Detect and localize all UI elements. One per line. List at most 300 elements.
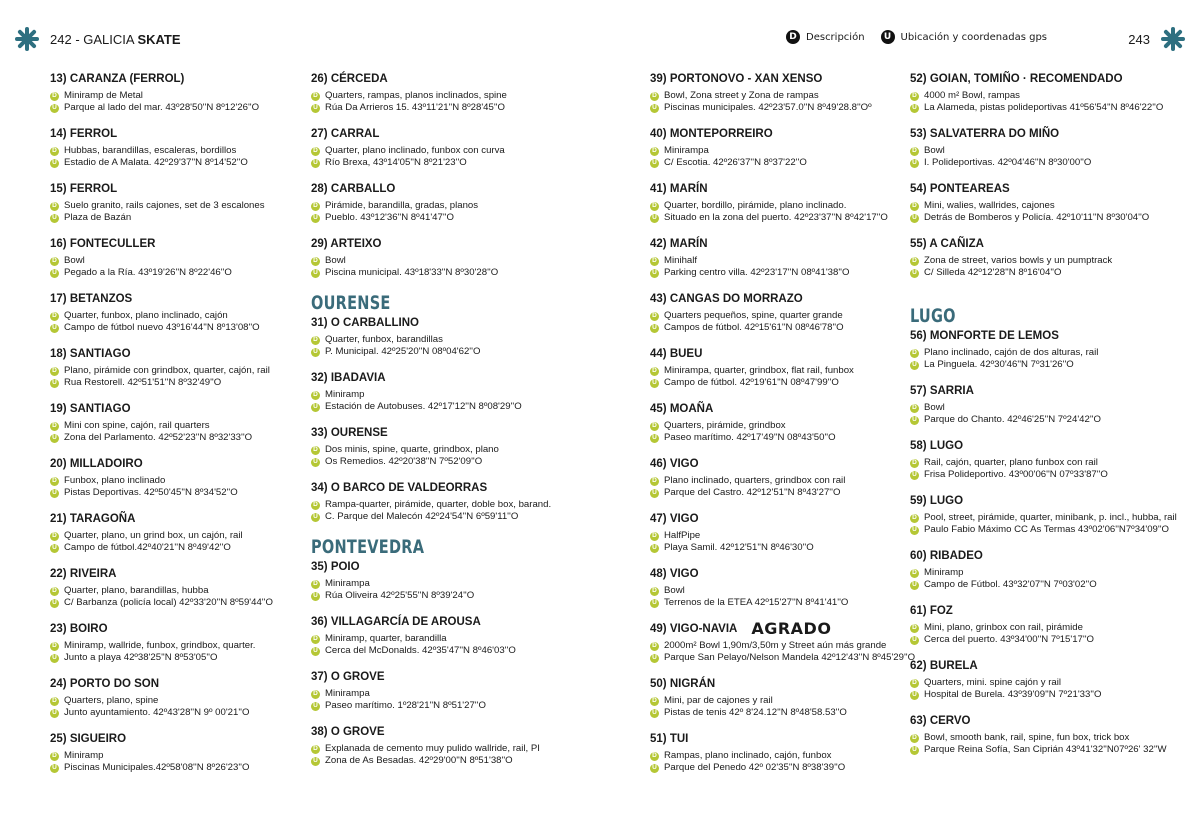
spot-description-line — [650, 255, 915, 267]
spot-location-line — [50, 157, 273, 169]
spot-description-line — [910, 457, 1177, 469]
description-icon: D — [50, 697, 59, 706]
spot-entry — [311, 670, 551, 712]
spot-description: Rampa-quarter, pirámide, quarter, doble box, barand. — [325, 499, 552, 510]
spot-location: Estación de Autobuses. 42º17'12''N 8º08'29''O — [325, 401, 522, 412]
spot-description-line — [910, 732, 1177, 744]
spot-title — [910, 384, 1177, 398]
spot-location-line — [311, 456, 551, 468]
spot-location-line — [50, 597, 273, 609]
spot-location-line — [311, 212, 551, 224]
spot-entry — [311, 72, 551, 114]
spot-title-text: 35) POIO — [311, 561, 360, 573]
description-icon: D — [650, 697, 659, 706]
spot-description: Quarters, mini. spine cajón y rail — [924, 677, 1062, 688]
spot-description-line — [311, 145, 551, 157]
spot-location-line — [311, 157, 551, 169]
spot-entry — [50, 72, 273, 114]
spot-title — [650, 732, 915, 746]
spot-entry — [910, 659, 1177, 701]
spot-description-line — [311, 633, 551, 645]
spot-title — [650, 457, 915, 471]
spot-description: Quarters, pirámide, grindbox — [664, 420, 786, 431]
spot-location-line — [50, 432, 273, 444]
spot-title-text: 28) CARBALLO — [311, 183, 396, 195]
description-icon: D — [50, 752, 59, 761]
spot-title-text: 18) SANTIAGO — [50, 348, 131, 360]
spot-title-text: 45) MOAÑA — [650, 403, 714, 415]
description-icon: D — [650, 587, 659, 596]
description-icon: D — [650, 752, 659, 761]
left-page-title — [50, 32, 181, 47]
spot-description-line — [50, 90, 273, 102]
spot-description: Quarters pequeños, spine, quarter grande — [664, 310, 843, 321]
spot-location-line — [910, 359, 1177, 371]
spot-title — [650, 347, 915, 361]
description-icon: D — [650, 202, 659, 211]
spot-location: Zona de As Besadas. 42º29'00''N 8º51'38''O — [325, 755, 513, 766]
spot-entry — [50, 512, 273, 554]
region-heading: PONTEVEDRA — [311, 536, 425, 558]
description-icon: D — [650, 312, 659, 321]
location-icon: U — [910, 636, 919, 645]
location-icon: U — [311, 348, 320, 357]
description-icon: D — [910, 679, 919, 688]
spot-location: Estadio de A Malata. 42º29'37''N 8º14'52''O — [64, 157, 248, 168]
spot-location-line — [50, 762, 273, 774]
spot-title — [650, 237, 915, 251]
spot-title-text: 50) NIGRÁN — [650, 678, 716, 690]
spot-title-text: 37) O GROVE — [311, 671, 385, 683]
spot-description: 2000m² Bowl 1,90m/3,50m y Street aún más grande — [664, 640, 887, 651]
description-icon: D — [311, 202, 320, 211]
spot-entry — [650, 567, 915, 609]
spot-title-text: 14) FERROL — [50, 128, 118, 140]
spot-location-line — [650, 432, 915, 444]
description-icon: D — [311, 391, 320, 400]
spot-description: Minirampa — [325, 578, 370, 589]
spot-location: P. Municipal. 42º25'20''N 08º04'62''O — [325, 346, 481, 357]
spot-location-line — [910, 744, 1177, 756]
spot-title-text: 31) O CARBALLINO — [311, 317, 419, 329]
spot-title-text: 24) PORTO DO SON — [50, 678, 160, 690]
spot-location-line — [50, 322, 273, 334]
description-icon: D — [311, 635, 320, 644]
spot-location: C/ Barbanza (policía local) 42º33'20''N 8º59'44''O — [64, 597, 273, 608]
description-icon: D — [650, 147, 659, 156]
spot-location-line — [650, 597, 915, 609]
spot-location: Parque San Pelayo/Nelson Mandela 42º12'43''N 8º45'29''O — [664, 652, 916, 663]
spot-entry — [650, 677, 915, 719]
spot-title-text: 53) SALVATERRA DO MIÑO — [910, 128, 1060, 140]
spot-title-text: 19) SANTIAGO — [50, 403, 131, 415]
spot-entry — [50, 732, 273, 774]
spot-location-line — [50, 267, 273, 279]
location-icon: U — [910, 214, 919, 223]
spot-location: C/ Escotia. 42º26'37''N 8º37'22''O — [664, 157, 807, 168]
spot-description: 4000 m² Bowl, rampas — [924, 90, 1020, 101]
description-icon: D — [50, 367, 59, 376]
location-icon: U — [650, 434, 659, 443]
spot-description-line — [311, 688, 551, 700]
spot-location-line — [650, 322, 915, 334]
spot-title-text: 38) O GROVE — [311, 726, 385, 738]
location-icon: U — [50, 379, 59, 388]
spot-title — [50, 127, 273, 141]
location-icon: U — [311, 647, 320, 656]
spot-location: Rúa Oliveira 42º25'55''N 8º39'24''O — [325, 590, 475, 601]
region-heading: LUGO — [910, 305, 956, 327]
spot-title — [50, 292, 273, 306]
spot-description-line — [650, 475, 915, 487]
spot-title-text: 62) BURELA — [910, 660, 978, 672]
location-icon: U — [650, 709, 659, 718]
spot-entry — [50, 182, 273, 224]
spot-description-line — [50, 310, 273, 322]
spot-title-text: 55) A CAÑIZA — [910, 238, 984, 250]
spot-description-line — [910, 677, 1177, 689]
description-icon: D — [311, 745, 320, 754]
spot-description-line — [650, 530, 915, 542]
legend-item-location — [881, 30, 1047, 44]
spot-title — [910, 494, 1177, 508]
spot-location: Paulo Fabio Máximo CC As Termas 43º02'06''N7º34'09''O — [924, 524, 1169, 535]
spot-entry — [50, 292, 273, 334]
spot-title — [311, 426, 551, 440]
spot-entry — [311, 426, 551, 468]
spot-title — [910, 329, 1177, 343]
spot-title — [50, 567, 273, 581]
spot-title — [910, 127, 1177, 141]
spot-title — [311, 371, 551, 385]
spot-description: Miniramp de Metal — [64, 90, 143, 101]
spot-location-line — [311, 346, 551, 358]
spot-description-line — [50, 585, 273, 597]
spot-title — [650, 292, 915, 306]
description-icon: D — [910, 202, 919, 211]
description-icon: D — [50, 147, 59, 156]
description-icon: D — [910, 349, 919, 358]
sponsor-logo: AGRADO — [751, 619, 832, 638]
spot-description-line — [50, 640, 273, 652]
spot-title-text: 40) MONTEPORREIRO — [650, 128, 773, 140]
spot-description-line — [311, 255, 551, 267]
description-icon: D — [910, 459, 919, 468]
spot-title — [311, 127, 551, 141]
location-icon: U — [910, 691, 919, 700]
spot-title-text: 52) GOIAN, TOMIÑO · RECOMENDADO — [910, 73, 1123, 85]
spot-description-line — [311, 743, 551, 755]
spot-entry — [311, 481, 551, 523]
spot-location-line — [311, 755, 551, 767]
description-icon: D — [311, 690, 320, 699]
spot-title-text: 60) RIBADEO — [910, 550, 983, 562]
description-icon: D — [50, 92, 59, 101]
description-legend-icon: D — [786, 30, 800, 44]
spot-location-line — [650, 212, 915, 224]
spot-location-line — [650, 652, 915, 664]
spot-description-line — [311, 444, 551, 456]
spot-location-line — [910, 579, 1177, 591]
spot-description: Mini con spine, cajón, rail quarters — [64, 420, 210, 431]
spot-description-line — [311, 578, 551, 590]
spot-location: C/ Silleda 42º12'28''N 8º16'04''O — [924, 267, 1062, 278]
spot-entry — [650, 292, 915, 334]
spot-location-line — [311, 267, 551, 279]
spot-entry — [910, 237, 1177, 279]
spot-description-line — [650, 420, 915, 432]
spot-location-line — [311, 645, 551, 657]
spot-location: Hospital de Burela. 43º39'09''N 7º21'33''O — [924, 689, 1102, 700]
spot-location: Piscina municipal. 43º18'33''N 8º30'28''O — [325, 267, 499, 278]
spot-description: Quarter, funbox, barandillas — [325, 334, 443, 345]
description-icon: D — [910, 569, 919, 578]
spot-title — [311, 725, 551, 739]
spot-description-line — [50, 420, 273, 432]
spot-location-line — [910, 102, 1177, 114]
description-icon: D — [311, 446, 320, 455]
spot-title — [50, 402, 273, 416]
spot-entry — [910, 604, 1177, 646]
spot-description: Bowl — [924, 402, 945, 413]
spot-title — [910, 237, 1177, 251]
spot-title-text: 26) CÉRCEDA — [311, 73, 388, 85]
location-icon: U — [650, 159, 659, 168]
spot-entry — [50, 347, 273, 389]
spot-description: Miniramp — [924, 567, 964, 578]
spot-description-line — [50, 530, 273, 542]
spot-title — [650, 567, 915, 581]
spot-location: Cerca del puerto. 43º34'00''N 7º15'17''O — [924, 634, 1095, 645]
spot-description-line — [311, 200, 551, 212]
spot-location-line — [650, 707, 915, 719]
right-page-header — [1128, 24, 1186, 54]
description-icon: D — [50, 587, 59, 596]
spot-title — [50, 512, 273, 526]
spot-location: Parking centro villa. 42º23'17''N 08º41'38''O — [664, 267, 850, 278]
left-page-header — [14, 24, 181, 54]
spot-entry — [910, 494, 1177, 536]
spot-description: Minirampa, quarter, grindbox, flat rail, funbox — [664, 365, 854, 376]
location-icon: U — [50, 764, 59, 773]
spot-description-line — [50, 255, 273, 267]
spot-entry — [650, 237, 915, 279]
spot-entry — [311, 127, 551, 169]
location-icon: U — [650, 654, 659, 663]
spot-title — [650, 72, 915, 86]
spot-entry — [311, 237, 551, 279]
spot-entry — [50, 127, 273, 169]
spot-location: Junto a playa 42º38'25''N 8º53'05''O — [64, 652, 218, 663]
location-icon: U — [50, 599, 59, 608]
spot-description: Mini, walies, wallrides, cajones — [924, 200, 1055, 211]
spot-title — [311, 670, 551, 684]
spot-location-line — [650, 267, 915, 279]
spot-location: Detrás de Bomberos y Policía. 42º10'11''N 8º30'04''O — [924, 212, 1150, 223]
spot-description: Quarters, plano, spine — [64, 695, 159, 706]
location-icon: U — [50, 159, 59, 168]
spot-title-text: 23) BOIRO — [50, 623, 108, 635]
spot-location-line — [650, 542, 915, 554]
description-icon: D — [650, 532, 659, 541]
spot-location: Pegado a la Ría. 43º19'26''N 8º22'46''O — [64, 267, 232, 278]
spot-description-line — [910, 622, 1177, 634]
spot-title-text: 51) TUI — [650, 733, 689, 745]
spot-description: Miniramp, quarter, barandilla — [325, 633, 447, 644]
spot-entry — [50, 237, 273, 279]
spot-description: Quarter, funbox, plano inclinado, cajón — [64, 310, 228, 321]
spot-description: Plano inclinado, quarters, grindbox con rail — [664, 475, 846, 486]
spot-location-line — [650, 377, 915, 389]
location-icon: U — [311, 269, 320, 278]
spot-location: Rua Restorell. 42º51'51''N 8º32'49''O — [64, 377, 222, 388]
spot-entry — [50, 677, 273, 719]
spot-location-line — [50, 542, 273, 554]
spot-title-text: 27) CARRAL — [311, 128, 380, 140]
description-icon: D — [650, 257, 659, 266]
spot-title-text: 49) VIGO-NAVIA — [650, 623, 738, 635]
spot-description: Minirampa — [325, 688, 370, 699]
spot-title — [50, 622, 273, 636]
location-icon: U — [50, 654, 59, 663]
description-icon: D — [50, 202, 59, 211]
spot-description: Bowl — [924, 145, 945, 156]
spot-location: Os Remedios. 42º20'38''N 7º52'09''O — [325, 456, 483, 467]
spot-description: Mini, plano, grinbox con rail, pirámide — [924, 622, 1083, 633]
description-icon: D — [311, 257, 320, 266]
spot-entry — [50, 402, 273, 444]
spot-entry — [50, 457, 273, 499]
description-icon: D — [910, 624, 919, 633]
location-icon: U — [910, 104, 919, 113]
spot-location: Playa Samil. 42º12'51''N 8º46'30''O — [664, 542, 814, 553]
spot-description-line — [910, 255, 1177, 267]
location-icon: U — [650, 544, 659, 553]
spot-description: Plano inclinado, cajón de dos alturas, rail — [924, 347, 1099, 358]
spot-title — [50, 237, 273, 251]
spot-entry — [910, 127, 1177, 169]
spot-description: Suelo granito, rails cajones, set de 3 escalones — [64, 200, 265, 211]
left-title-brand: SKATE — [137, 31, 181, 47]
spot-description-line — [910, 145, 1177, 157]
spot-title — [50, 347, 273, 361]
spot-title-text: 47) VIGO — [650, 513, 699, 525]
spot-entry — [910, 182, 1177, 224]
spot-description: Funbox, plano inclinado — [64, 475, 166, 486]
description-icon: D — [50, 642, 59, 651]
spot-description-line — [50, 695, 273, 707]
spot-title — [910, 439, 1177, 453]
spot-title — [650, 127, 915, 141]
spot-location: Junto ayuntamiento. 42º43'28''N 9º 00'21''O — [64, 707, 250, 718]
spot-title-text: 44) BUEU — [650, 348, 703, 360]
spot-location: Parque Reina Sofía, San Ciprián 43º41'32''N07º26' 32''W — [924, 744, 1167, 755]
spot-entry — [650, 72, 915, 114]
spot-entry — [311, 560, 551, 602]
location-icon: U — [311, 403, 320, 412]
spot-description-line — [910, 90, 1177, 102]
spot-title-text: 54) PONTEAREAS — [910, 183, 1010, 195]
spot-description-line — [650, 310, 915, 322]
spot-description-line — [650, 200, 915, 212]
spot-title — [50, 182, 273, 196]
description-icon: D — [650, 642, 659, 651]
spot-location-line — [650, 487, 915, 499]
spot-title-text: 41) MARÍN — [650, 183, 708, 195]
description-icon: D — [311, 336, 320, 345]
spot-description-line — [311, 90, 551, 102]
spot-description: Pirámide, barandilla, gradas, planos — [325, 200, 479, 211]
spot-title — [311, 560, 551, 574]
spot-title — [311, 615, 551, 629]
spot-title-text: 33) OURENSE — [311, 427, 388, 439]
legend-item-description — [786, 30, 865, 44]
spot-description: Minirampa — [664, 145, 709, 156]
location-icon: U — [910, 526, 919, 535]
location-icon: U — [650, 214, 659, 223]
spot-location: Piscinas Municipales.42º58'08''N 8º26'23''O — [64, 762, 250, 773]
location-icon: U — [311, 458, 320, 467]
legend — [786, 30, 1063, 44]
right-page-number: 243 — [1128, 31, 1150, 47]
column-3 — [650, 72, 915, 787]
spot-entry — [650, 512, 915, 554]
spot-location: Rúa Da Arrieros 15. 43º11'21''N 8º28'45''O — [325, 102, 505, 113]
left-page-number: 242 — [50, 31, 72, 47]
spot-description-line — [650, 585, 915, 597]
spot-description: Rampas, plano inclinado, cajón, funbox — [664, 750, 832, 761]
spot-title-text: 17) BETANZOS — [50, 293, 133, 305]
location-icon: U — [910, 746, 919, 755]
spot-title — [50, 677, 273, 691]
spot-title-text: 29) ARTEIXO — [311, 238, 382, 250]
spot-location-line — [650, 762, 915, 774]
spot-description: Mini, par de cajones y rail — [664, 695, 773, 706]
description-icon: D — [50, 422, 59, 431]
spot-title-text: 36) VILLAGARCÍA DE AROUSA — [311, 616, 481, 628]
location-icon: U — [50, 489, 59, 498]
spot-location: Paseo marítimo. 1º28'21''N 8º51'27''O — [325, 700, 486, 711]
spot-title — [910, 659, 1177, 673]
location-icon: U — [311, 104, 320, 113]
asterisk-logo-icon — [14, 26, 40, 52]
spot-location: Río Brexa, 43º14'05''N 8º21'23''O — [325, 157, 467, 168]
spot-location-line — [910, 157, 1177, 169]
spot-title — [311, 237, 551, 251]
spot-description: Dos minis, spine, quarte, grindbox, plano — [325, 444, 499, 455]
location-icon: U — [910, 416, 919, 425]
location-icon: U — [311, 214, 320, 223]
description-icon: D — [50, 257, 59, 266]
spot-title — [650, 402, 915, 416]
spot-entry — [650, 457, 915, 499]
spot-description-line — [910, 347, 1177, 359]
spot-location: Terrenos de la ETEA 42º15'27''N 8º41'41''O — [664, 597, 849, 608]
description-icon: D — [311, 501, 320, 510]
spot-title — [650, 182, 915, 196]
spot-location: Paseo marítimo. 42º17'49''N 08º43'50''O — [664, 432, 836, 443]
spot-description-line — [910, 512, 1177, 524]
spot-description-line — [311, 499, 551, 511]
spot-location: Campo de fútbol.42º40'21''N 8º49'42''O — [64, 542, 231, 553]
spot-description-line — [311, 334, 551, 346]
spot-description: Zona de street, varios bowls y un pumptrack — [924, 255, 1113, 266]
spot-location-line — [650, 157, 915, 169]
spot-description: Bowl — [664, 585, 685, 596]
spot-description: Miniramp, wallride, funbox, grindbox, quarter. — [64, 640, 256, 651]
location-icon: U — [910, 361, 919, 370]
spot-location-line — [910, 414, 1177, 426]
